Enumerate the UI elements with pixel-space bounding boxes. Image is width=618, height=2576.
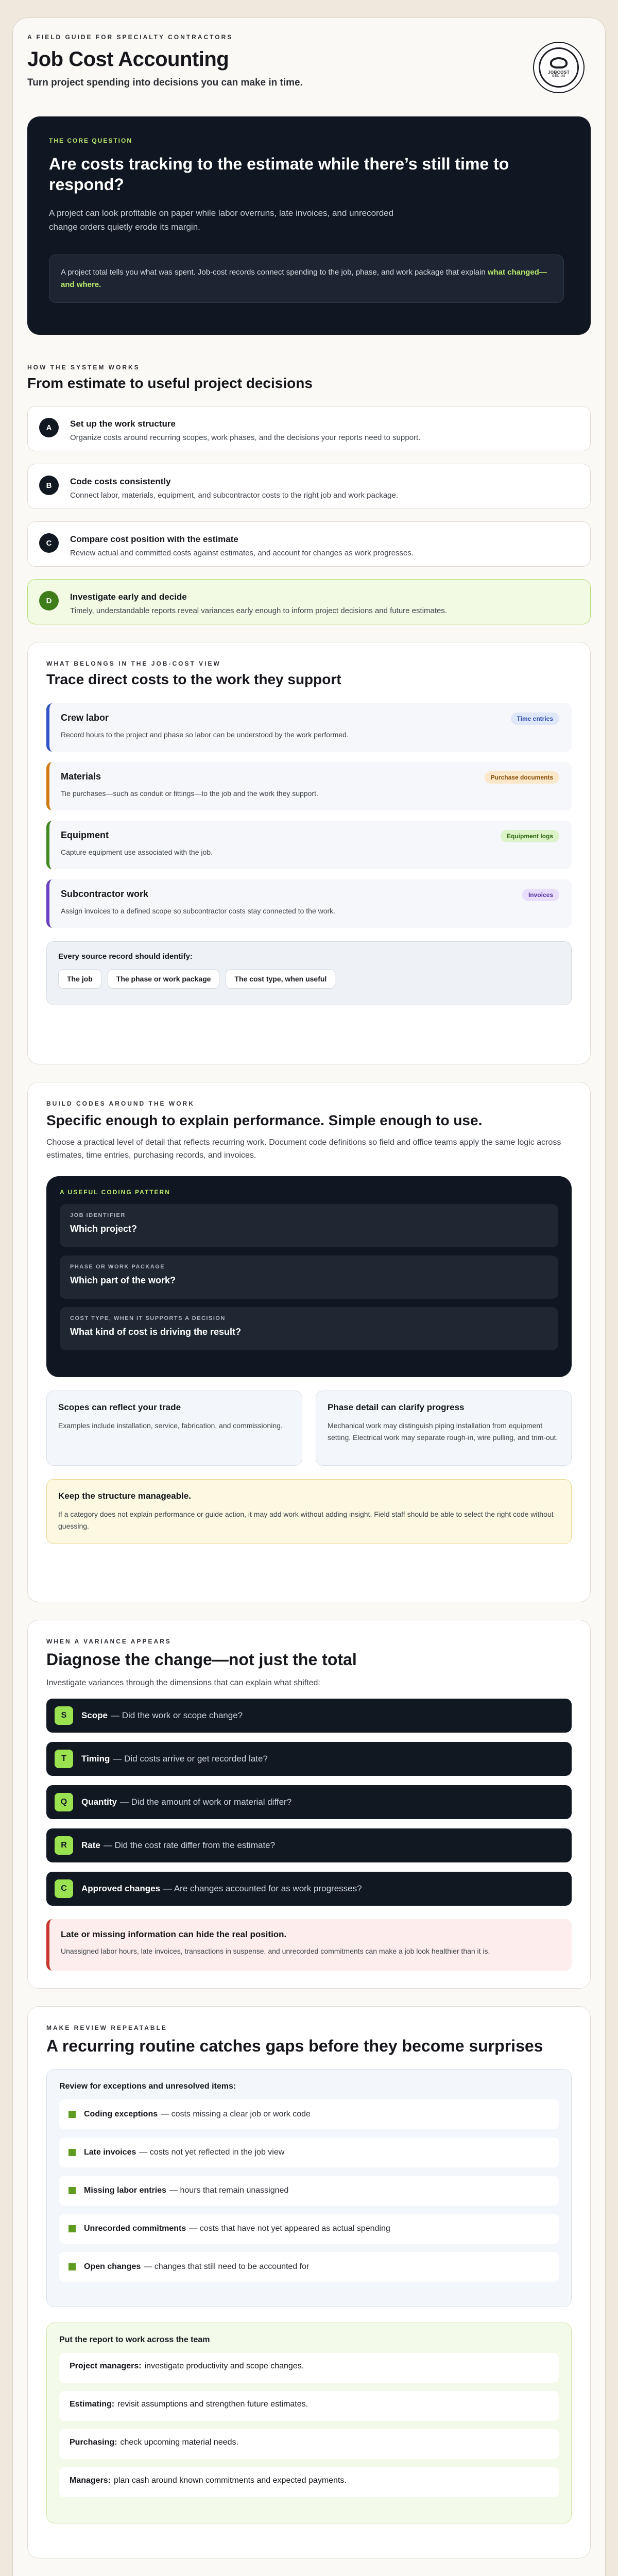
- review-eyebrow: MAKE REVIEW REPEATABLE: [46, 2024, 167, 2031]
- dimension-word: Timing: [81, 1754, 110, 1764]
- system-eyebrow: HOW THE SYSTEM WORKS: [27, 364, 140, 371]
- late-text: Unassigned labor hours, late invoices, transactions in suspense, and unrecorded commitments can make a job look healthier than it is.: [61, 1947, 490, 1955]
- exception-text: — costs that have not yet appeared as actual spending: [189, 2224, 390, 2233]
- system-section: [27, 364, 591, 624]
- team-item: [59, 2391, 559, 2421]
- step-c: [27, 521, 591, 567]
- system-title: From estimate to useful project decisions: [27, 375, 313, 391]
- hardhat-icon: [550, 57, 568, 69]
- header-eyebrow: A FIELD GUIDE FOR SPECIALTY CONTRACTORS: [27, 33, 233, 41]
- core-question: Are costs tracking to the estimate while there’s still time to respond?: [49, 155, 509, 194]
- team-list: [46, 2323, 572, 2523]
- bullet-square-icon: [68, 2111, 76, 2118]
- core-question-panel: [27, 116, 591, 335]
- team-role: Project managers:: [70, 2362, 142, 2370]
- dimension-letter: Q: [55, 1793, 73, 1811]
- core-question-lead: A project can look profitable on paper while labor overruns, late invoices, and unrecorded change orders quietly erode its margin.: [49, 208, 394, 232]
- logo-line-1: JOBCOST: [547, 70, 570, 75]
- dimension-letter: S: [55, 1706, 73, 1725]
- source-pill: Time entries: [511, 713, 559, 725]
- keep-manageable-note: [46, 1479, 572, 1544]
- exception-name: Coding exceptions: [84, 2110, 158, 2119]
- exception-text: — hours that remain unassigned: [169, 2186, 289, 2195]
- dimension-word: Scope: [81, 1710, 108, 1720]
- bullet-square-icon: [68, 2187, 76, 2194]
- exception-item: [59, 2252, 559, 2282]
- variance-title: Diagnose the change—not just the total: [46, 1650, 357, 1669]
- exception-name: Late invoices: [84, 2148, 136, 2157]
- dimension-letter: R: [55, 1836, 73, 1855]
- team-item: [59, 2429, 559, 2459]
- page-title: Job Cost Accounting: [27, 48, 229, 71]
- exception-name: Open changes: [84, 2262, 141, 2271]
- step-text: Connect labor, materials, equipment, and subcontractor costs to the right job and work package.: [70, 491, 399, 500]
- codes-intro: Choose a practical level of detail that reflects recurring work. Document code definitions so field and office teams apply the same logic across estimates, time entries, purchasing records, and invoices.: [46, 1138, 561, 1160]
- dimension-word: Approved changes: [81, 1884, 161, 1893]
- cost-row-title: Subcontractor work: [61, 889, 149, 899]
- codes-section: [27, 1082, 591, 1602]
- exception-text: — changes that still need to be accounted for: [144, 2262, 310, 2271]
- cost-row-text: Record hours to the project and phase so labor can be understood by the work performed.: [61, 731, 349, 739]
- dimension-word: Rate: [81, 1840, 100, 1850]
- dimension-text: — Are changes accounted for as work progresses?: [163, 1884, 362, 1893]
- scopes-title: Scopes can reflect your trade: [58, 1402, 181, 1412]
- scopes-text: Examples include installation, service, fabrication, and commissioning.: [58, 1421, 283, 1430]
- cost-row-equipment: [46, 821, 572, 869]
- step-d: [27, 579, 591, 624]
- dimension-text: — Did the amount of work or material differ?: [119, 1797, 292, 1807]
- dimension-quantity: [46, 1785, 572, 1819]
- dimension-word: Quantity: [81, 1797, 117, 1807]
- exceptions-list: [46, 2069, 572, 2307]
- keep-title: Keep the structure manageable.: [58, 1491, 191, 1501]
- team-role: Estimating:: [70, 2400, 115, 2409]
- exception-name: Unrecorded commitments: [84, 2224, 186, 2233]
- dimension-rate: [46, 1828, 572, 1862]
- exceptions-title: Review for exceptions and unresolved items:: [59, 2082, 236, 2091]
- step-badge: D: [39, 591, 59, 611]
- cost-row-title: Crew labor: [61, 713, 109, 723]
- cost-row-text: Assign invoices to a defined scope so subcontractor costs stay connected to the work.: [61, 907, 336, 915]
- cost-row-title: Equipment: [61, 830, 109, 840]
- belongs-section: [27, 642, 591, 1064]
- identify-chip: The phase or work package: [108, 969, 220, 989]
- team-text: investigate productivity and scope changes.: [144, 2362, 304, 2370]
- header: [27, 33, 591, 89]
- dimension-letter: C: [55, 1879, 73, 1898]
- cost-row-subcontractor: [46, 879, 572, 928]
- pattern-question: Which project?: [70, 1224, 137, 1234]
- late-title: Late or missing information can hide the real position.: [61, 1929, 287, 1939]
- pattern-label: PHASE OR WORK PACKAGE: [70, 1264, 165, 1270]
- team-role: Managers:: [70, 2476, 111, 2485]
- phase-title: Phase detail can clarify progress: [328, 1402, 465, 1412]
- belongs-eyebrow: WHAT BELONGS IN THE JOB-COST VIEW: [46, 660, 221, 667]
- codes-title: Specific enough to explain performance. Simple enough to use.: [46, 1112, 483, 1128]
- step-badge: B: [39, 476, 59, 495]
- brand-logo: [533, 42, 585, 93]
- dimension-text: — Did costs arrive or get recorded late?: [113, 1754, 268, 1764]
- exception-name: Missing labor entries: [84, 2186, 167, 2195]
- bullet-square-icon: [68, 2225, 76, 2232]
- step-text: Timely, understandable reports reveal variances early enough to inform project decisions and future estimates.: [70, 606, 448, 615]
- team-text: check upcoming material needs.: [120, 2438, 238, 2447]
- pattern-row: [60, 1256, 558, 1299]
- team-title: Put the report to work across the team: [59, 2335, 210, 2344]
- identify-title: Every source record should identify:: [58, 952, 193, 961]
- keep-text: If a category does not explain performance or guide action, it may add work without adding insight. Field staff should be able to select the right code without guessing.: [58, 1510, 554, 1530]
- phase-text: Mechanical work may distinguish piping installation from equipment setting. Electrical work may separate rough-in, wire pulling, and trim-out.: [328, 1421, 558, 1442]
- guide-page: [12, 18, 606, 2576]
- cost-row-title: Materials: [61, 771, 101, 782]
- coding-pattern: [46, 1176, 572, 1377]
- variance-section: [27, 1620, 591, 1989]
- callout-text: A project total tells you what was spent. Job-cost records connect spending to the job, phase, and work package that explain: [61, 268, 488, 277]
- step-b: [27, 464, 591, 509]
- core-question-callout: [49, 255, 564, 303]
- phase-card: [316, 1391, 572, 1466]
- team-item: [59, 2353, 559, 2383]
- pattern-row: [60, 1307, 558, 1350]
- step-text: Review actual and committed costs against estimates, and account for changes as work progresses.: [70, 549, 414, 557]
- callout-highlight: what changed—and where.: [61, 268, 547, 289]
- identify-box: [46, 941, 572, 1005]
- codes-eyebrow: BUILD CODES AROUND THE WORK: [46, 1100, 195, 1107]
- exception-text: — costs missing a clear job or work code: [161, 2110, 311, 2119]
- pattern-label: JOB IDENTIFIER: [70, 1212, 126, 1218]
- source-pill: Equipment logs: [501, 830, 559, 842]
- team-role: Purchasing:: [70, 2438, 117, 2447]
- review-title: A recurring routine catches gaps before they become surprises: [46, 2037, 543, 2055]
- step-title: Investigate early and decide: [70, 592, 187, 602]
- exception-text: — costs not yet reflected in the job view: [139, 2148, 285, 2157]
- belongs-title: Trace direct costs to the work they support: [46, 671, 341, 687]
- exception-item: [59, 2138, 559, 2167]
- variance-eyebrow: WHEN A VARIANCE APPEARS: [46, 1638, 171, 1645]
- pattern-question: Which part of the work?: [70, 1275, 176, 1285]
- step-title: Set up the work structure: [70, 419, 176, 429]
- identify-chip: The job: [58, 969, 101, 989]
- logo-line-2: GENIUS: [552, 75, 565, 78]
- step-a: [27, 406, 591, 451]
- late-info-warning: [46, 1919, 572, 1971]
- cost-row-text: Tie purchases—such as conduit or fittings—to the job and the work they support.: [61, 789, 318, 798]
- dimension-changes: [46, 1872, 572, 1906]
- exception-item: [59, 2176, 559, 2206]
- exception-item: [59, 2214, 559, 2244]
- bullet-square-icon: [68, 2263, 76, 2270]
- step-title: Code costs consistently: [70, 477, 171, 486]
- dimension-text: — Did the work or scope change?: [111, 1710, 243, 1720]
- cost-row-materials: [46, 762, 572, 810]
- scopes-card: [46, 1391, 302, 1466]
- team-text: revisit assumptions and strengthen future estimates.: [117, 2400, 308, 2409]
- step-text: Organize costs around recurring scopes, work phases, and the decisions your reports need to support.: [70, 433, 421, 442]
- cost-row-text: Capture equipment use associated with the job.: [61, 848, 213, 856]
- identify-chip: The cost type, when useful: [226, 969, 335, 989]
- dimension-letter: T: [55, 1750, 73, 1768]
- exception-item: [59, 2099, 559, 2129]
- dimension-text: — Did the cost rate differ from the estimate?: [103, 1840, 276, 1850]
- team-item: [59, 2467, 559, 2497]
- pattern-tag: A USEFUL CODING PATTERN: [60, 1189, 170, 1196]
- source-pill: Purchase documents: [485, 771, 559, 784]
- dimension-scope: [46, 1699, 572, 1733]
- pattern-question: What kind of cost is driving the result?: [70, 1327, 242, 1337]
- core-question-tag: THE CORE QUESTION: [49, 137, 133, 144]
- team-text: plan cash around known commitments and expected payments.: [114, 2476, 347, 2485]
- source-pill: Invoices: [522, 889, 559, 901]
- step-badge: C: [39, 533, 59, 553]
- pattern-row: [60, 1204, 558, 1247]
- pattern-label: COST TYPE, WHEN IT SUPPORTS A DECISION: [70, 1315, 226, 1321]
- bullet-square-icon: [68, 2149, 76, 2156]
- dimension-timing: [46, 1742, 572, 1776]
- page-subtitle: Turn project spending into decisions you can make in time.: [27, 77, 303, 88]
- variance-intro: Investigate variances through the dimensions that can explain what shifted:: [46, 1679, 320, 1687]
- step-badge: A: [39, 418, 59, 437]
- review-section: [27, 2006, 591, 2558]
- cost-row-labor: [46, 703, 572, 752]
- step-title: Compare cost position with the estimate: [70, 534, 238, 544]
